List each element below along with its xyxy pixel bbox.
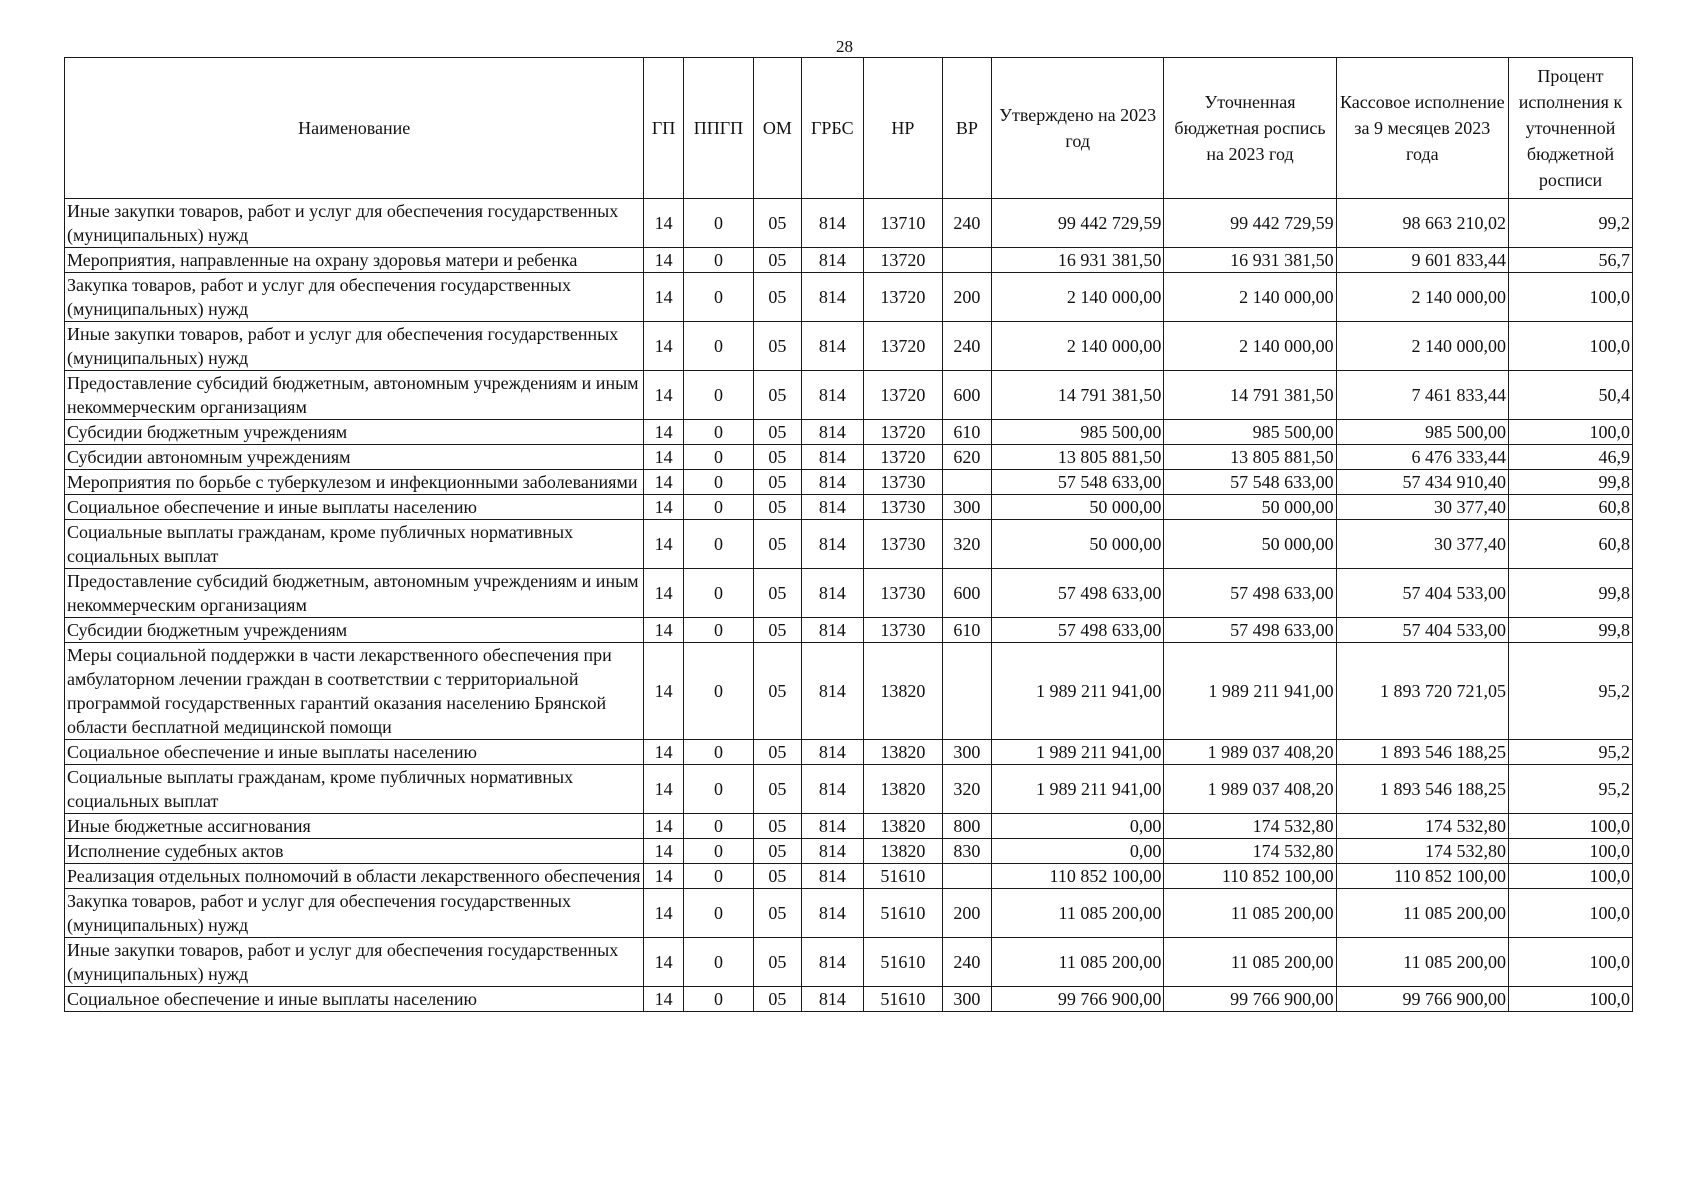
cell-name: Предоставление субсидий бюджетным, автономным учреждениям и иным некоммерческим организациям <box>65 569 644 618</box>
cell-approved: 57 498 633,00 <box>992 618 1164 643</box>
cell-approved: 14 791 381,50 <box>992 371 1164 420</box>
cell-approved: 1 989 211 941,00 <box>992 643 1164 740</box>
cell-vr: 610 <box>942 420 991 445</box>
cell-ppgp: 0 <box>683 740 754 765</box>
cell-cash: 174 532,80 <box>1336 839 1508 864</box>
cell-nr: 51610 <box>864 889 943 938</box>
cell-gp: 14 <box>644 814 683 839</box>
cell-grbs: 814 <box>801 569 863 618</box>
cell-ppgp: 0 <box>683 765 754 814</box>
cell-nr: 13730 <box>864 618 943 643</box>
cell-vr: 200 <box>942 889 991 938</box>
cell-approved: 57 498 633,00 <box>992 569 1164 618</box>
cell-om: 05 <box>754 618 801 643</box>
cell-percent: 46,9 <box>1508 445 1632 470</box>
cell-cash: 2 140 000,00 <box>1336 273 1508 322</box>
cell-grbs: 814 <box>801 420 863 445</box>
cell-ppgp: 0 <box>683 889 754 938</box>
cell-cash: 110 852 100,00 <box>1336 864 1508 889</box>
cell-ppgp: 0 <box>683 470 754 495</box>
cell-nr: 13720 <box>864 322 943 371</box>
cell-vr: 200 <box>942 273 991 322</box>
cell-approved: 2 140 000,00 <box>992 322 1164 371</box>
cell-gp: 14 <box>644 889 683 938</box>
cell-om: 05 <box>754 420 801 445</box>
cell-percent: 99,8 <box>1508 618 1632 643</box>
cell-om: 05 <box>754 445 801 470</box>
cell-gp: 14 <box>644 839 683 864</box>
cell-approved: 2 140 000,00 <box>992 273 1164 322</box>
cell-nr: 13730 <box>864 520 943 569</box>
cell-gp: 14 <box>644 643 683 740</box>
cell-vr <box>942 643 991 740</box>
cell-ppgp: 0 <box>683 495 754 520</box>
cell-percent: 60,8 <box>1508 495 1632 520</box>
table-row <box>65 371 1633 420</box>
cell-ppgp: 0 <box>683 987 754 1012</box>
cell-grbs: 814 <box>801 371 863 420</box>
cell-gp: 14 <box>644 987 683 1012</box>
cell-vr: 300 <box>942 740 991 765</box>
table-row <box>65 839 1633 864</box>
table-row <box>65 520 1633 569</box>
cell-grbs: 814 <box>801 520 863 569</box>
table-body <box>65 199 1633 1012</box>
cell-vr: 320 <box>942 765 991 814</box>
cell-grbs: 814 <box>801 864 863 889</box>
table-row <box>65 987 1633 1012</box>
cell-name: Субсидии бюджетным учреждениям <box>65 420 644 445</box>
cell-approved: 11 085 200,00 <box>992 889 1164 938</box>
cell-refined: 13 805 881,50 <box>1164 445 1336 470</box>
cell-grbs: 814 <box>801 199 863 248</box>
cell-om: 05 <box>754 765 801 814</box>
cell-vr: 600 <box>942 371 991 420</box>
cell-om: 05 <box>754 864 801 889</box>
cell-nr: 13730 <box>864 470 943 495</box>
cell-vr: 600 <box>942 569 991 618</box>
table-row <box>65 199 1633 248</box>
cell-cash: 2 140 000,00 <box>1336 322 1508 371</box>
cell-nr: 13720 <box>864 248 943 273</box>
column-header-om: ОМ <box>754 58 801 199</box>
cell-om: 05 <box>754 495 801 520</box>
cell-vr: 240 <box>942 322 991 371</box>
cell-name: Реализация отдельных полномочий в области лекарственного обеспечения <box>65 864 644 889</box>
cell-ppgp: 0 <box>683 445 754 470</box>
cell-percent: 100,0 <box>1508 864 1632 889</box>
budget-execution-table <box>64 57 1633 1012</box>
cell-vr <box>942 470 991 495</box>
cell-cash: 99 766 900,00 <box>1336 987 1508 1012</box>
cell-gp: 14 <box>644 740 683 765</box>
cell-name: Иные закупки товаров, работ и услуг для обеспечения государственных (муниципальных) нужд <box>65 322 644 371</box>
cell-percent: 100,0 <box>1508 420 1632 445</box>
cell-refined: 985 500,00 <box>1164 420 1336 445</box>
table-row <box>65 470 1633 495</box>
table-header-row <box>65 58 1633 199</box>
cell-percent: 100,0 <box>1508 322 1632 371</box>
cell-name: Социальные выплаты гражданам, кроме публичных нормативных социальных выплат <box>65 765 644 814</box>
column-header-vr: ВР <box>942 58 991 199</box>
cell-gp: 14 <box>644 470 683 495</box>
cell-gp: 14 <box>644 371 683 420</box>
cell-gp: 14 <box>644 495 683 520</box>
cell-refined: 14 791 381,50 <box>1164 371 1336 420</box>
cell-approved: 13 805 881,50 <box>992 445 1164 470</box>
cell-om: 05 <box>754 520 801 569</box>
cell-om: 05 <box>754 470 801 495</box>
cell-refined: 1 989 211 941,00 <box>1164 643 1336 740</box>
cell-vr: 240 <box>942 199 991 248</box>
cell-nr: 13720 <box>864 273 943 322</box>
cell-cash: 1 893 546 188,25 <box>1336 765 1508 814</box>
table-row <box>65 569 1633 618</box>
cell-refined: 99 442 729,59 <box>1164 199 1336 248</box>
cell-name: Субсидии автономным учреждениям <box>65 445 644 470</box>
cell-cash: 9 601 833,44 <box>1336 248 1508 273</box>
cell-approved: 50 000,00 <box>992 495 1164 520</box>
cell-cash: 985 500,00 <box>1336 420 1508 445</box>
column-header-ppgp: ППГП <box>683 58 754 199</box>
cell-percent: 100,0 <box>1508 889 1632 938</box>
cell-grbs: 814 <box>801 495 863 520</box>
column-header-gp: ГП <box>644 58 683 199</box>
cell-vr: 830 <box>942 839 991 864</box>
cell-refined: 11 085 200,00 <box>1164 889 1336 938</box>
cell-name: Иные бюджетные ассигнования <box>65 814 644 839</box>
cell-nr: 13720 <box>864 420 943 445</box>
cell-ppgp: 0 <box>683 938 754 987</box>
cell-vr: 300 <box>942 495 991 520</box>
cell-grbs: 814 <box>801 322 863 371</box>
cell-nr: 13820 <box>864 839 943 864</box>
table-row <box>65 273 1633 322</box>
cell-vr: 240 <box>942 938 991 987</box>
cell-percent: 100,0 <box>1508 273 1632 322</box>
cell-refined: 110 852 100,00 <box>1164 864 1336 889</box>
cell-gp: 14 <box>644 765 683 814</box>
cell-nr: 13820 <box>864 740 943 765</box>
cell-nr: 51610 <box>864 864 943 889</box>
cell-ppgp: 0 <box>683 864 754 889</box>
cell-cash: 1 893 720 721,05 <box>1336 643 1508 740</box>
cell-vr: 320 <box>942 520 991 569</box>
cell-refined: 174 532,80 <box>1164 839 1336 864</box>
cell-grbs: 814 <box>801 987 863 1012</box>
cell-percent: 56,7 <box>1508 248 1632 273</box>
cell-vr: 300 <box>942 987 991 1012</box>
cell-nr: 51610 <box>864 987 943 1012</box>
table-row <box>65 248 1633 273</box>
cell-name: Иные закупки товаров, работ и услуг для обеспечения государственных (муниципальных) нужд <box>65 199 644 248</box>
cell-name: Мероприятия по борьбе с туберкулезом и инфекционными заболеваниями <box>65 470 644 495</box>
table-row <box>65 495 1633 520</box>
cell-vr <box>942 864 991 889</box>
table-row <box>65 740 1633 765</box>
cell-name: Закупка товаров, работ и услуг для обеспечения государственных (муниципальных) нужд <box>65 273 644 322</box>
cell-vr: 800 <box>942 814 991 839</box>
cell-refined: 1 989 037 408,20 <box>1164 740 1336 765</box>
table-row <box>65 889 1633 938</box>
cell-om: 05 <box>754 987 801 1012</box>
cell-nr: 13820 <box>864 643 943 740</box>
table-row <box>65 420 1633 445</box>
cell-gp: 14 <box>644 248 683 273</box>
cell-om: 05 <box>754 839 801 864</box>
column-header-approved: Утверждено на 2023 год <box>992 58 1164 199</box>
cell-approved: 1 989 211 941,00 <box>992 740 1164 765</box>
cell-approved: 0,00 <box>992 839 1164 864</box>
cell-approved: 99 766 900,00 <box>992 987 1164 1012</box>
cell-percent: 60,8 <box>1508 520 1632 569</box>
table-row <box>65 618 1633 643</box>
cell-om: 05 <box>754 814 801 839</box>
cell-name: Социальное обеспечение и иные выплаты населению <box>65 987 644 1012</box>
cell-om: 05 <box>754 199 801 248</box>
cell-nr: 13720 <box>864 445 943 470</box>
cell-percent: 99,2 <box>1508 199 1632 248</box>
column-header-cash: Кассовое исполнение за 9 месяцев 2023 года <box>1336 58 1508 199</box>
cell-name: Мероприятия, направленные на охрану здоровья матери и ребенка <box>65 248 644 273</box>
cell-gp: 14 <box>644 199 683 248</box>
cell-approved: 57 548 633,00 <box>992 470 1164 495</box>
cell-refined: 57 548 633,00 <box>1164 470 1336 495</box>
cell-ppgp: 0 <box>683 420 754 445</box>
cell-name: Меры социальной поддержки в части лекарственного обеспечения при амбулаторном лечении граждан в соответствии с территориальной программой государственных гарантий оказания населению Брянской области бесплатной медицинской помощи <box>65 643 644 740</box>
cell-nr: 51610 <box>864 938 943 987</box>
cell-grbs: 814 <box>801 938 863 987</box>
cell-ppgp: 0 <box>683 520 754 569</box>
cell-ppgp: 0 <box>683 322 754 371</box>
cell-grbs: 814 <box>801 618 863 643</box>
cell-percent: 99,8 <box>1508 569 1632 618</box>
cell-om: 05 <box>754 322 801 371</box>
cell-ppgp: 0 <box>683 618 754 643</box>
cell-vr <box>942 248 991 273</box>
cell-percent: 100,0 <box>1508 938 1632 987</box>
cell-name: Социальное обеспечение и иные выплаты населению <box>65 495 644 520</box>
cell-om: 05 <box>754 371 801 420</box>
cell-gp: 14 <box>644 445 683 470</box>
cell-approved: 110 852 100,00 <box>992 864 1164 889</box>
cell-ppgp: 0 <box>683 248 754 273</box>
cell-cash: 57 404 533,00 <box>1336 569 1508 618</box>
cell-grbs: 814 <box>801 765 863 814</box>
cell-nr: 13710 <box>864 199 943 248</box>
cell-refined: 11 085 200,00 <box>1164 938 1336 987</box>
cell-grbs: 814 <box>801 248 863 273</box>
cell-approved: 11 085 200,00 <box>992 938 1164 987</box>
cell-cash: 30 377,40 <box>1336 495 1508 520</box>
cell-refined: 99 766 900,00 <box>1164 987 1336 1012</box>
cell-refined: 2 140 000,00 <box>1164 322 1336 371</box>
cell-refined: 57 498 633,00 <box>1164 618 1336 643</box>
cell-percent: 95,2 <box>1508 740 1632 765</box>
cell-refined: 2 140 000,00 <box>1164 273 1336 322</box>
table-row <box>65 445 1633 470</box>
cell-ppgp: 0 <box>683 839 754 864</box>
cell-nr: 13720 <box>864 371 943 420</box>
cell-grbs: 814 <box>801 643 863 740</box>
table-row <box>65 322 1633 371</box>
table-row <box>65 814 1633 839</box>
cell-name: Иные закупки товаров, работ и услуг для обеспечения государственных (муниципальных) нужд <box>65 938 644 987</box>
cell-refined: 16 931 381,50 <box>1164 248 1336 273</box>
cell-refined: 1 989 037 408,20 <box>1164 765 1336 814</box>
cell-grbs: 814 <box>801 839 863 864</box>
cell-ppgp: 0 <box>683 814 754 839</box>
cell-om: 05 <box>754 889 801 938</box>
cell-om: 05 <box>754 273 801 322</box>
cell-name: Социальное обеспечение и иные выплаты населению <box>65 740 644 765</box>
page-number: 28 <box>836 37 853 56</box>
cell-gp: 14 <box>644 864 683 889</box>
cell-percent: 100,0 <box>1508 987 1632 1012</box>
cell-cash: 1 893 546 188,25 <box>1336 740 1508 765</box>
cell-gp: 14 <box>644 618 683 643</box>
table-row <box>65 643 1633 740</box>
cell-approved: 99 442 729,59 <box>992 199 1164 248</box>
cell-refined: 50 000,00 <box>1164 520 1336 569</box>
cell-om: 05 <box>754 569 801 618</box>
cell-name: Предоставление субсидий бюджетным, автономным учреждениям и иным некоммерческим организациям <box>65 371 644 420</box>
cell-gp: 14 <box>644 520 683 569</box>
column-header-nr: НР <box>864 58 943 199</box>
cell-cash: 30 377,40 <box>1336 520 1508 569</box>
cell-approved: 1 989 211 941,00 <box>992 765 1164 814</box>
cell-cash: 11 085 200,00 <box>1336 938 1508 987</box>
cell-om: 05 <box>754 938 801 987</box>
cell-percent: 95,2 <box>1508 765 1632 814</box>
cell-approved: 985 500,00 <box>992 420 1164 445</box>
cell-gp: 14 <box>644 420 683 445</box>
cell-ppgp: 0 <box>683 199 754 248</box>
cell-approved: 0,00 <box>992 814 1164 839</box>
cell-name: Социальные выплаты гражданам, кроме публичных нормативных социальных выплат <box>65 520 644 569</box>
cell-ppgp: 0 <box>683 569 754 618</box>
cell-nr: 13730 <box>864 569 943 618</box>
column-header-grbs: ГРБС <box>801 58 863 199</box>
column-header-name: Наименование <box>65 58 644 199</box>
column-header-percent: Процент исполнения к уточненной бюджетной росписи <box>1508 58 1632 199</box>
cell-cash: 6 476 333,44 <box>1336 445 1508 470</box>
table-row <box>65 864 1633 889</box>
cell-gp: 14 <box>644 569 683 618</box>
cell-vr: 610 <box>942 618 991 643</box>
cell-cash: 11 085 200,00 <box>1336 889 1508 938</box>
cell-cash: 57 404 533,00 <box>1336 618 1508 643</box>
cell-nr: 13820 <box>864 765 943 814</box>
cell-gp: 14 <box>644 273 683 322</box>
cell-ppgp: 0 <box>683 371 754 420</box>
cell-om: 05 <box>754 740 801 765</box>
table-row <box>65 765 1633 814</box>
cell-grbs: 814 <box>801 470 863 495</box>
cell-gp: 14 <box>644 938 683 987</box>
cell-percent: 100,0 <box>1508 814 1632 839</box>
cell-percent: 99,8 <box>1508 470 1632 495</box>
cell-approved: 16 931 381,50 <box>992 248 1164 273</box>
cell-percent: 100,0 <box>1508 839 1632 864</box>
cell-cash: 7 461 833,44 <box>1336 371 1508 420</box>
cell-vr: 620 <box>942 445 991 470</box>
cell-cash: 174 532,80 <box>1336 814 1508 839</box>
table-row <box>65 938 1633 987</box>
cell-grbs: 814 <box>801 889 863 938</box>
cell-percent: 50,4 <box>1508 371 1632 420</box>
cell-cash: 57 434 910,40 <box>1336 470 1508 495</box>
cell-refined: 174 532,80 <box>1164 814 1336 839</box>
column-header-refined: Уточненная бюджетная роспись на 2023 год <box>1164 58 1336 199</box>
cell-refined: 50 000,00 <box>1164 495 1336 520</box>
cell-grbs: 814 <box>801 814 863 839</box>
cell-name: Субсидии бюджетным учреждениям <box>65 618 644 643</box>
cell-refined: 57 498 633,00 <box>1164 569 1336 618</box>
cell-om: 05 <box>754 248 801 273</box>
cell-nr: 13730 <box>864 495 943 520</box>
cell-nr: 13820 <box>864 814 943 839</box>
cell-name: Закупка товаров, работ и услуг для обеспечения государственных (муниципальных) нужд <box>65 889 644 938</box>
cell-percent: 95,2 <box>1508 643 1632 740</box>
cell-ppgp: 0 <box>683 273 754 322</box>
cell-approved: 50 000,00 <box>992 520 1164 569</box>
cell-grbs: 814 <box>801 740 863 765</box>
cell-ppgp: 0 <box>683 643 754 740</box>
cell-name: Исполнение судебных актов <box>65 839 644 864</box>
cell-grbs: 814 <box>801 273 863 322</box>
cell-om: 05 <box>754 643 801 740</box>
cell-gp: 14 <box>644 322 683 371</box>
cell-cash: 98 663 210,02 <box>1336 199 1508 248</box>
cell-grbs: 814 <box>801 445 863 470</box>
